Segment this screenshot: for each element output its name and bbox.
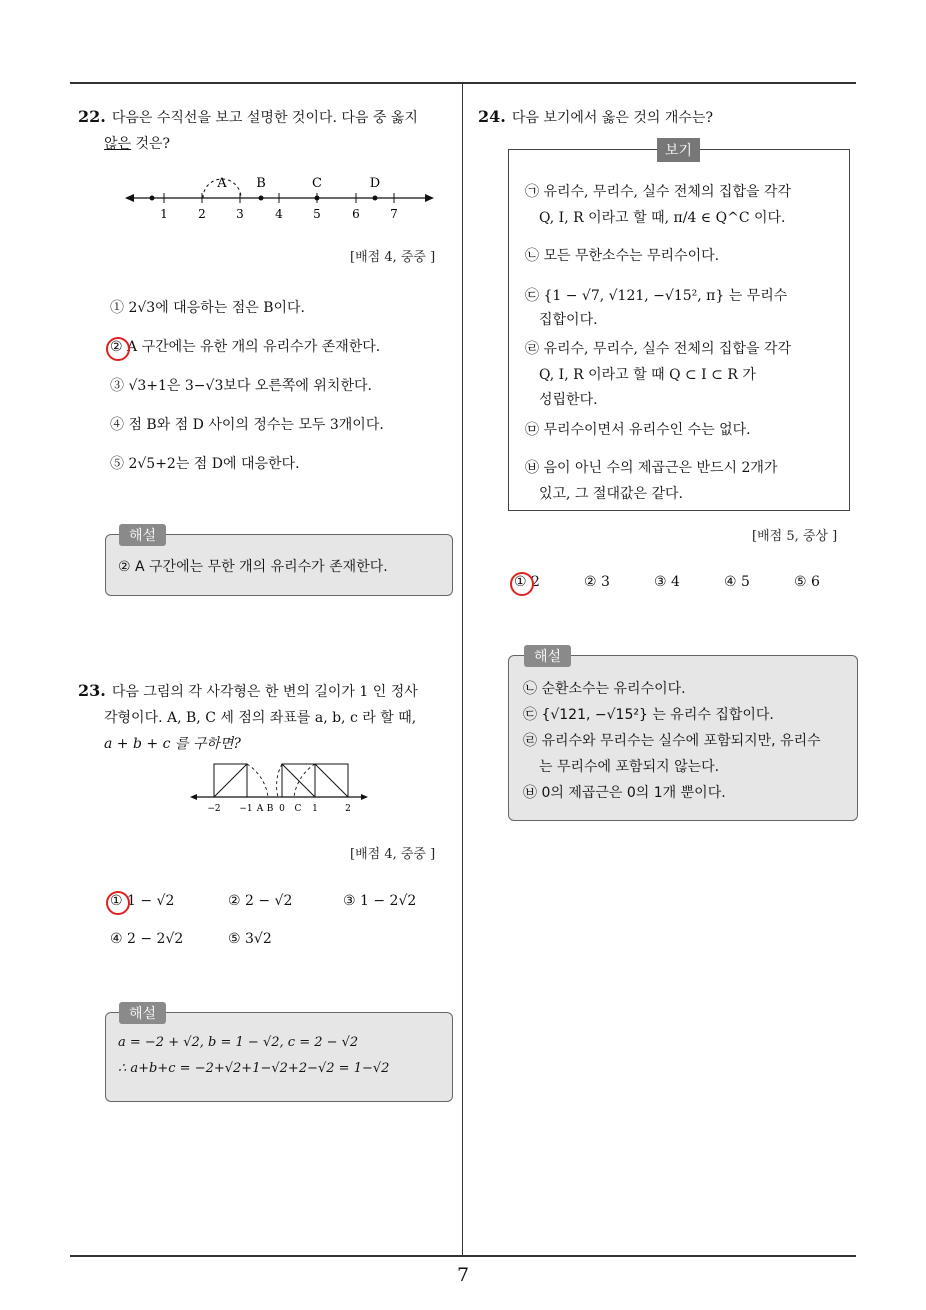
option-text: 2√5+2는 점 D에 대응한다. [128,456,300,472]
bogi-line: ㉤ 무리수이면서 유리수인 수는 없다. [525,422,751,438]
solution-line: ㉡ 순환소수는 유리수이다. [523,681,686,697]
q22-stem [78,104,458,157]
q22-tick-label: 3 [236,207,244,221]
q23-option-4[interactable] [110,931,183,947]
solution-line: ㉣ 유리수와 무리수는 실수에 포함되지만, 유리수 [523,733,821,749]
q23-label: −2 [207,804,221,814]
option-mark: ⑤ [110,456,124,472]
q22-option-2[interactable] [110,336,380,356]
option-mark: ④ [724,574,737,590]
q22-option-1[interactable] [110,297,305,317]
q23-stem [78,678,458,757]
option-mark: ⑤ [794,574,807,590]
option-text: 4 [671,574,680,590]
q24-option-2[interactable] [584,574,610,590]
option-mark: ① [110,893,123,909]
option-mark: ③ [654,574,667,590]
q22-dot-b [259,196,264,201]
option-text: 점 B와 점 D 사이의 정수는 모두 3개이다. [128,417,384,433]
q22-tick-label: 1 [160,207,168,221]
q24-option-4[interactable] [724,574,750,590]
q23-label: −1 [239,804,253,814]
q23-option-5[interactable] [228,931,272,947]
q24-option-5[interactable] [794,574,820,590]
q22-label-a: A [217,176,227,191]
option-mark: ② [110,339,123,355]
q23-solution-box [105,1006,453,1102]
q22-underlined: 않은 [104,136,132,152]
q24-text: 다음 보기에서 옳은 것의 개수는? [511,110,713,126]
q23-label: 0 [279,804,285,814]
q22-text-b: 것은? [131,136,171,152]
q23-label: 1 [312,804,318,814]
q23-solution-tag: 해설 [119,1002,166,1024]
q22-label-d: D [369,176,381,191]
q22-number: 22. [78,107,106,126]
q22-solution-tag: 해설 [119,524,166,546]
q22-meta: [배점 4, 중중 ] [350,250,436,265]
option-mark: ④ [110,931,123,947]
q22-solution-text: ② A 구간에는 무한 개의 유리수가 존재한다. [118,559,388,575]
q23-option-1[interactable] [110,893,174,909]
q22-text-a: 다음은 수직선을 보고 설명한 것이다. 다음 중 옳지 [111,110,418,126]
q22-dot-d [373,196,378,201]
bogi-line: 성립한다. [539,392,598,408]
option-text: A 구간에는 유한 개의 유리수가 존재한다. [127,339,381,355]
q23-text-1: 다음 그림의 각 사각형은 한 변의 길이가 1 인 정사 [111,684,418,700]
column-divider [462,82,463,1257]
option-text: 1 − 2√2 [360,893,417,909]
answer-circle-mark [110,893,123,909]
option-mark: ② [584,574,597,590]
bottom-rule [70,1255,856,1257]
q22-label-b: B [256,176,266,191]
q22-label-c: C [312,176,322,191]
bogi-line: Q, I, R 이라고 할 때, π/4 ∈ Q^C 이다. [539,210,786,226]
q23-text-2: 각형이다. A, B, C 세 점의 좌표를 a, b, c 라 할 때, [104,710,417,726]
option-text: 3√2 [245,931,272,947]
bogi-line: ㉠ 유리수, 무리수, 실수 전체의 집합을 각각 [525,184,791,200]
solution-line: ㉢ {√121, −√15²} 는 유리수 집합이다. [523,707,774,723]
q22-option-4[interactable] [110,414,384,434]
solution-line: 는 무리수에 포함되지 않는다. [539,759,720,775]
q23-label: A [256,804,264,814]
bogi-line: ㉥ 음이 아닌 수의 제곱근은 반드시 2개가 [525,460,778,476]
q23-figure [190,760,370,820]
q23-option-3[interactable] [343,893,416,909]
q24-bogi-tag: 보기 [657,138,700,162]
q22-tick-label: 4 [275,207,283,221]
option-text: 2 − √2 [245,893,293,909]
q24-meta: [배점 5, 중상 ] [752,529,838,544]
bogi-line: 집합이다. [539,312,598,328]
bogi-line: Q, I, R 이라고 할 때 Q ⊂ I ⊂ R 가 [539,367,756,383]
q23-label: 2 [345,804,351,814]
answer-circle-mark [514,574,527,590]
q22-tick-label: 6 [352,207,360,221]
solution-line: ㉥ 0의 제곱근은 0의 1개 뿐이다. [523,785,726,801]
bogi-line: ㉣ 유리수, 무리수, 실수 전체의 집합을 각각 [525,341,791,357]
option-text: 2 − 2√2 [127,931,184,947]
q22-dot-left [150,196,155,201]
option-mark: ① [110,300,124,316]
q22-solution-box [105,528,453,596]
option-mark: ① [514,574,527,590]
q24-bogi-box [508,143,850,511]
q22-dot-c [315,196,320,201]
q23-solution-line-2: ∴ a+b+c = −2+√2+1−√2+2−√2 = 1−√2 [118,1061,390,1076]
q22-option-5[interactable] [110,453,300,473]
q24-option-3[interactable] [654,574,680,590]
q24-solution-box [508,649,858,821]
q23-label: C [294,804,302,814]
answer-circle-mark [110,339,123,355]
option-mark: ④ [110,417,124,433]
q24-number: 24. [478,107,506,126]
option-text: 5 [741,574,750,590]
q22-tick-label: 5 [313,207,321,221]
option-text: 1 − √2 [127,893,175,909]
q22-option-3[interactable] [110,375,372,395]
option-text: √3+1은 3−√3보다 오른쪽에 위치한다. [128,378,372,394]
option-mark: ③ [343,893,356,909]
option-text: 2 [531,574,540,590]
q22-number-line [125,170,435,230]
q24-solution-tag: 해설 [524,645,571,667]
q23-option-2[interactable] [228,893,292,909]
q23-number: 23. [78,681,106,700]
option-mark: ③ [110,378,124,394]
option-text: 6 [811,574,820,590]
option-mark: ⑤ [228,931,241,947]
option-text: 3 [601,574,610,590]
q23-label: B [266,804,274,814]
bogi-line: 있고, 그 절대값은 같다. [539,486,683,502]
q22-tick-label: 2 [198,207,206,221]
q23-meta: [배점 4, 중중 ] [350,847,436,862]
q23-text-3: a + b + c 를 구하면? [104,736,241,752]
q23-solution-line-1: a = −2 + √2, b = 1 − √2, c = 2 − √2 [118,1035,359,1050]
bogi-line: ㉢ {1 − √7, √121, −√15², π} 는 무리수 [525,288,788,304]
bogi-line: ㉡ 모든 무한소수는 무리수이다. [525,248,720,264]
q22-tick-label: 7 [390,207,398,221]
page-number: 7 [456,1264,470,1286]
option-mark: ② [228,893,241,909]
q24-stem [478,104,858,131]
option-text: 2√3에 대응하는 점은 B이다. [128,300,305,316]
top-rule [70,82,856,84]
q24-option-1[interactable] [514,574,540,590]
